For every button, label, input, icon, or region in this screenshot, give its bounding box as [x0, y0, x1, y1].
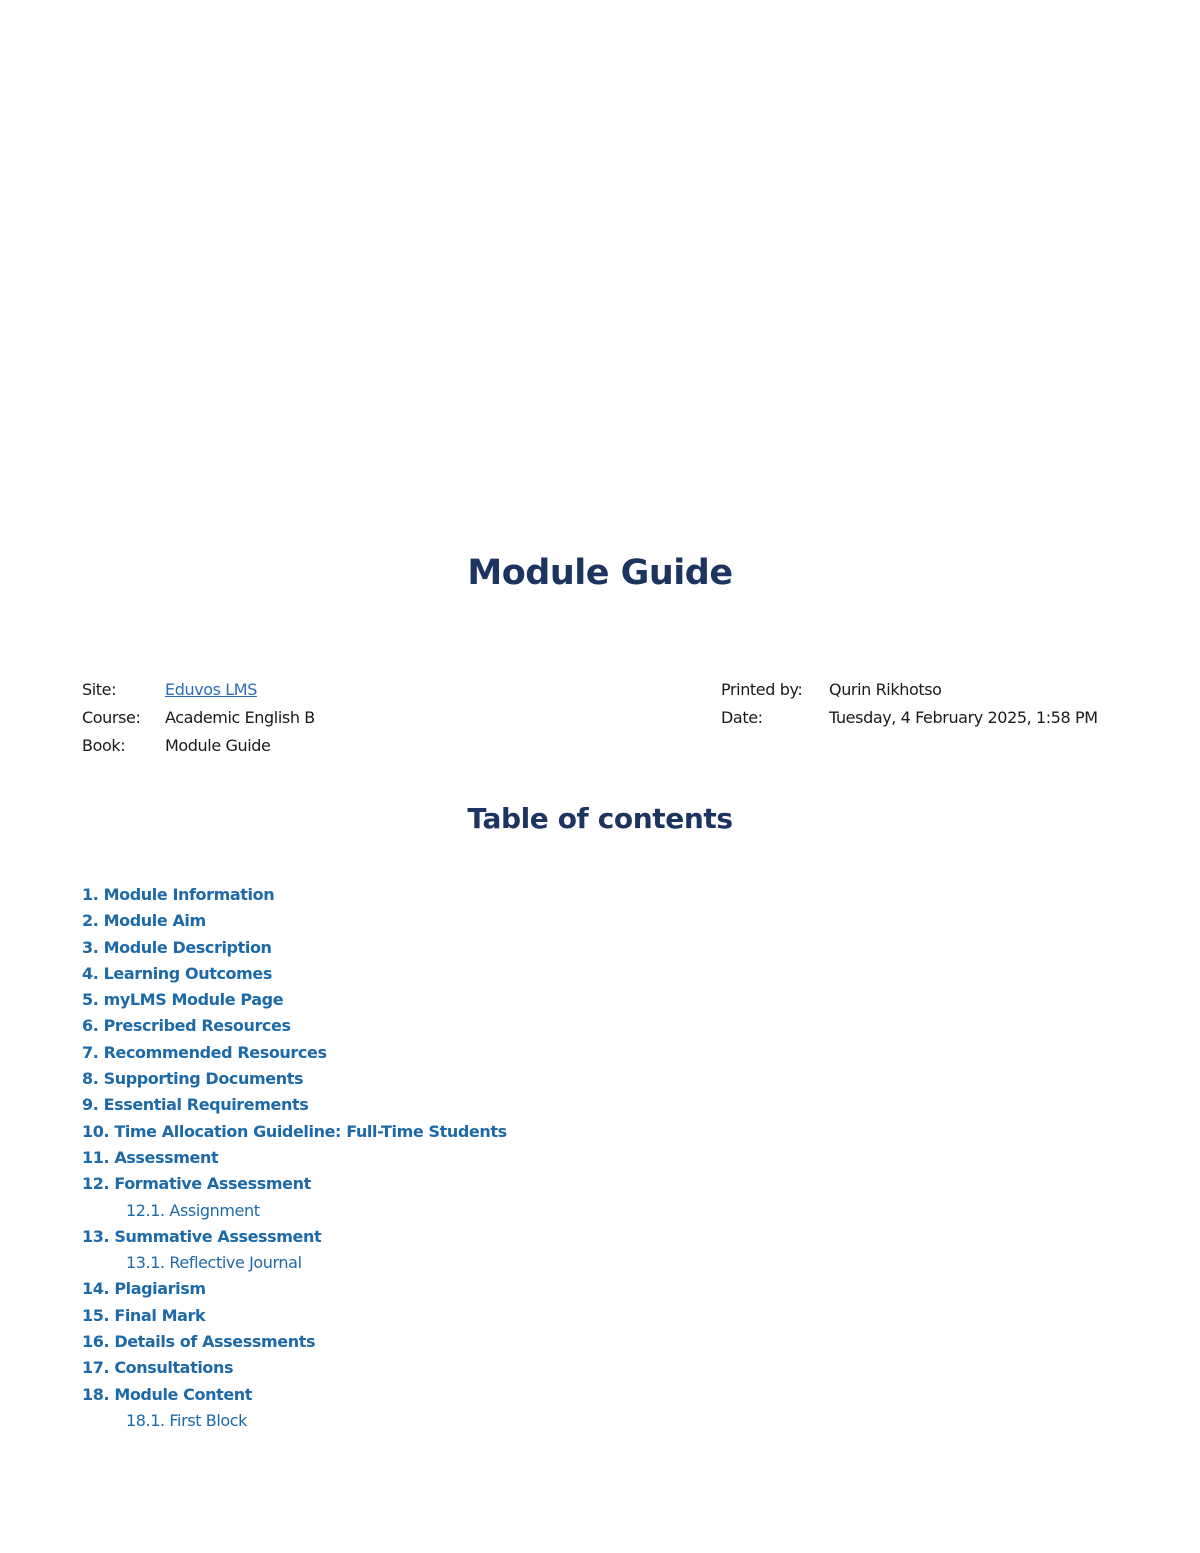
toc-heading: Table of contents — [467, 802, 733, 835]
date-value: Tuesday, 4 February 2025, 1:58 PM — [829, 708, 1098, 727]
toc-section-link[interactable]: 14. Plagiarism — [82, 1279, 206, 1299]
book-label: Book: — [82, 736, 126, 755]
info-row-book — [82, 732, 315, 760]
toc-section-link[interactable]: 1. Module Information — [82, 885, 275, 904]
toc-section-link[interactable]: 8. Supporting Documents — [82, 1069, 304, 1089]
toc-section-link[interactable]: 9. Essential Requirements — [82, 1095, 309, 1115]
toc-section-link[interactable]: 3. Module Description — [82, 937, 272, 957]
info-row-printed-by — [721, 676, 1098, 704]
toc-section-link[interactable]: 2. Module Aim — [82, 911, 206, 931]
printed-by-value: Qurin Rikhotso — [829, 680, 942, 699]
toc-section-link[interactable]: 7. Recommended Resources — [82, 1042, 327, 1062]
page-title: Module Guide — [467, 553, 733, 593]
toc-subsection-link[interactable]: 12.1. Assignment — [126, 1200, 260, 1220]
date-label: Date: — [721, 708, 763, 727]
toc-section-link[interactable]: 17. Consultations — [82, 1358, 234, 1378]
toc-section-link[interactable]: 16. Details of Assessments — [82, 1332, 316, 1352]
toc-section-link[interactable]: 15. Final Mark — [82, 1305, 206, 1325]
info-row-course — [82, 704, 315, 732]
toc-subsection-link[interactable]: 18.1. First Block — [126, 1410, 248, 1430]
toc-section-link[interactable]: 12. Formative Assessment — [82, 1174, 311, 1194]
table-of-contents — [82, 882, 507, 1434]
toc-subsection-link[interactable]: 13.1. Reflective Journal — [126, 1253, 302, 1273]
book-value: Module Guide — [165, 736, 271, 755]
info-row-date — [721, 704, 1098, 732]
site-value — [165, 676, 257, 704]
course-value: Academic English B — [165, 708, 315, 727]
printed-by-label: Printed by: — [721, 680, 803, 699]
document-info-left — [82, 676, 315, 760]
toc-section-link[interactable]: 4. Learning Outcomes — [82, 963, 272, 983]
site-link[interactable]: Eduvos LMS — [165, 680, 257, 699]
toc-section-link[interactable]: 6. Prescribed Resources — [82, 1016, 291, 1036]
toc-section-link[interactable]: 11. Assessment — [82, 1147, 219, 1167]
toc-section-link[interactable]: 5. myLMS Module Page — [82, 990, 284, 1010]
toc-section-link[interactable]: 10. Time Allocation Guideline: Full-Time Students — [82, 1121, 507, 1141]
toc-section-link[interactable]: 13. Summative Assessment — [82, 1226, 322, 1246]
course-label: Course: — [82, 708, 141, 727]
info-row-site — [82, 676, 315, 704]
document-info-right — [721, 676, 1098, 732]
toc-section-link[interactable]: 18. Module Content — [82, 1384, 253, 1404]
site-label: Site: — [82, 680, 117, 699]
